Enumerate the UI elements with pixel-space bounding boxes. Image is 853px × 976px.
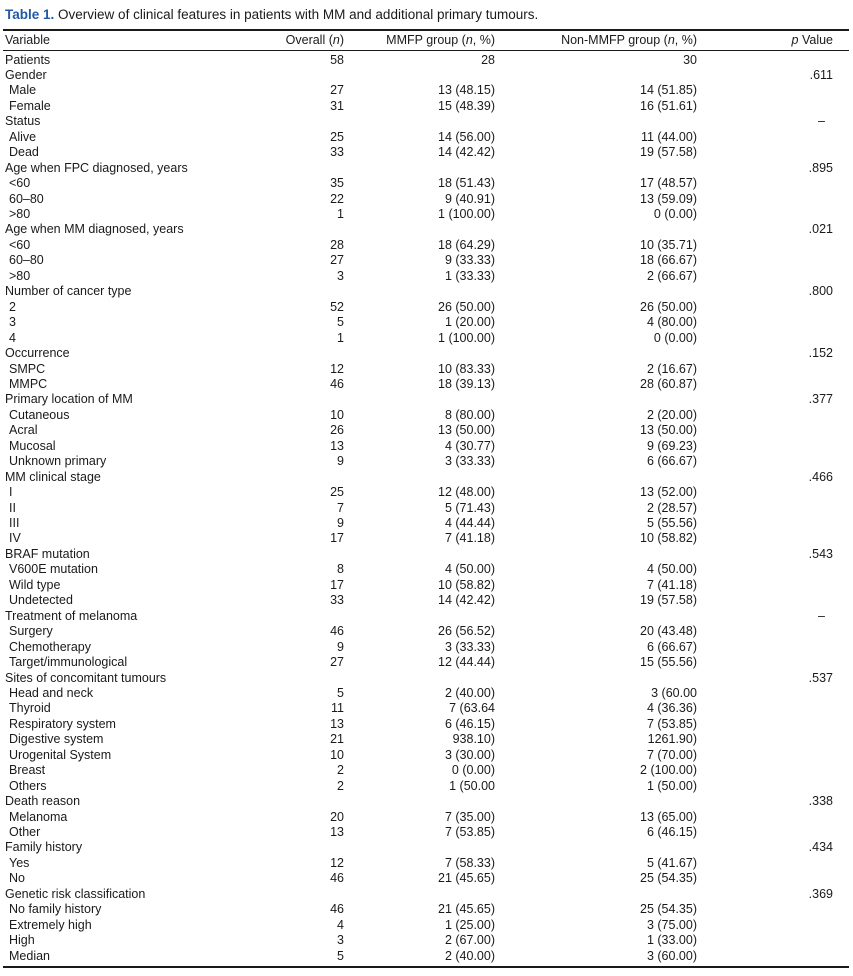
cell-mmfp: 1 (100.00) [438,330,495,345]
cell-overall: 2 [337,763,344,778]
table-row [0,485,853,500]
cell-non-mmfp: 2 (28.57) [646,500,697,515]
cell-variable: Number of cancer type [5,284,132,299]
cell-non-mmfp: 14 (51.85) [640,83,697,98]
cell-variable: Urogenital System [9,747,112,762]
cell-mmfp: 14 (42.42) [438,593,495,608]
table-row [0,346,853,361]
cell-non-mmfp: 10 (35.71) [640,237,697,252]
table-row [0,701,853,716]
cell-mmfp: 18 (51.43) [438,176,495,191]
cell-non-mmfp: 5 (41.67) [646,855,697,870]
cell-overall: 1 [337,330,344,345]
cell-overall: 12 [330,361,344,376]
cell-p-value: – [818,608,825,623]
cell-mmfp: 15 (48.39) [438,98,495,113]
cell-mmfp: 0 (0.00) [451,763,495,778]
cell-non-mmfp: 2 (66.67) [646,268,697,283]
cell-overall: 46 [330,902,344,917]
cell-variable: Undetected [9,593,73,608]
cell-variable: Unknown primary [9,454,107,469]
cell-p-value: .543 [808,546,833,561]
cell-variable: SMPC [9,361,46,376]
cell-variable: Treatment of melanoma [5,608,138,623]
table-row [0,748,853,763]
cell-overall: 35 [330,176,344,191]
cell-mmfp: 21 (45.65) [438,902,495,917]
table-row [0,810,853,825]
cell-non-mmfp: 9 (69.23) [646,438,697,453]
cell-overall: 3 [337,268,344,283]
cell-non-mmfp: 7 (70.00) [646,747,697,762]
cell-variable: 4 [9,330,16,345]
cell-variable: Yes [9,855,30,870]
cell-non-mmfp: 0 (0.00) [653,207,697,221]
cell-variable: Surgery [9,624,53,639]
cell-variable: Sites of concomitant tumours [5,670,167,685]
cell-variable: Dead [9,145,39,160]
cell-overall: 27 [330,655,344,670]
table-row [0,439,853,454]
cell-overall: 52 [330,299,344,314]
cell-non-mmfp: 0 (0.00) [653,330,697,345]
cell-mmfp: 14 (42.42) [438,145,495,160]
cell-mmfp: 4 (50.00) [444,562,495,577]
cell-non-mmfp: 13 (59.09) [640,191,697,206]
cell-mmfp: 5 (71.43) [444,500,495,515]
cell-mmfp: 1 (33.33) [444,268,495,283]
cell-p-value: .466 [808,469,833,484]
cell-overall: 13 [330,438,344,453]
cell-variable: Melanoma [9,809,68,824]
table-row [0,578,853,593]
cell-mmfp: 12 (44.44) [438,655,495,670]
top-rule [3,29,849,31]
cell-overall: 9 [337,516,344,530]
cell-variable: Acral [9,423,38,438]
cell-non-mmfp: 2 (16.67) [646,361,697,376]
table-row [0,269,853,284]
header-rule [3,50,849,51]
cell-variable: Others [9,778,47,793]
cell-overall: 27 [330,253,344,268]
table-row [0,516,853,531]
cell-p-value: .434 [808,840,833,855]
cell-variable: Female [9,98,51,113]
cell-mmfp: 3 (30.00) [444,747,495,762]
cell-mmfp: 13 (50.00) [438,423,495,438]
cell-overall: 5 [337,315,344,330]
cell-mmfp: 4 (30.77) [444,438,495,453]
cell-mmfp: 6 (46.15) [444,716,495,731]
table-row [0,593,853,608]
cell-overall: 46 [330,376,344,391]
cell-overall: 27 [330,83,344,98]
cell-variable: Thyroid [9,701,51,716]
table-row [0,362,853,377]
cell-overall: 22 [330,191,344,206]
cell-non-mmfp: 7 (53.85) [646,716,697,731]
cell-variable: IV [9,531,21,546]
cell-overall: 5 [337,948,344,963]
table-row [0,562,853,577]
cell-mmfp: 7 (41.18) [444,531,495,546]
cell-p-value: .369 [808,886,833,901]
cell-mmfp: 7 (63.64 [449,701,495,716]
table-row [0,655,853,670]
cell-overall: 13 [330,825,344,839]
cell-non-mmfp: 4 (50.00) [646,562,697,577]
cell-mmfp: 18 (39.13) [438,376,495,391]
cell-non-mmfp: 17 (48.57) [640,176,697,191]
cell-mmfp: 18 (64.29) [438,237,495,252]
cell-non-mmfp: 3 (75.00) [646,917,697,932]
cell-non-mmfp: 13 (50.00) [640,423,697,438]
table-row [0,253,853,268]
table-row [0,501,853,516]
table-row [0,825,853,840]
cell-p-value: .338 [808,794,833,809]
header-mmfp: MMFP group (n, %) [386,33,495,47]
table-row [0,222,853,237]
cell-variable: Age when MM diagnosed, years [5,222,184,237]
cell-overall: 26 [330,423,344,438]
table-row [0,331,853,346]
cell-mmfp: 26 (56.52) [438,624,495,639]
cell-variable: BRAF mutation [5,546,90,561]
table-row [0,161,853,176]
cell-variable: >80 [9,268,31,283]
cell-non-mmfp: 6 (66.67) [646,639,697,654]
table-caption [5,7,538,22]
cell-variable: II [9,500,16,515]
cell-non-mmfp: 3 (60.00 [651,685,697,700]
cell-overall: 20 [330,809,344,824]
table-row [0,902,853,917]
cell-non-mmfp: 16 (51.61) [640,98,697,113]
cell-variable: Primary location of MM [5,392,133,407]
cell-variable: I [9,485,13,500]
cell-non-mmfp: 1 (50.00) [646,778,697,793]
table-row [0,114,853,129]
cell-variable: >80 [9,207,31,221]
table-row [0,624,853,639]
cell-variable: Status [5,114,41,129]
cell-variable: Head and neck [9,685,94,700]
cell-mmfp: 9 (33.33) [444,253,495,268]
cell-mmfp: 8 (80.00) [444,407,495,422]
cell-mmfp: 13 (48.15) [438,83,495,98]
cell-p-value: .537 [808,670,833,685]
table-row [0,531,853,546]
table-row [0,763,853,778]
cell-variable: MMPC [9,376,48,391]
cell-overall: 1 [337,207,344,221]
table-row [0,68,853,83]
cell-mmfp: 21 (45.65) [438,871,495,886]
table-row [0,732,853,747]
cell-variable: III [9,516,20,530]
cell-non-mmfp: 13 (52.00) [640,485,697,500]
header-overall: Overall (n) [285,33,344,47]
cell-variable: Chemotherapy [9,639,91,654]
cell-variable: Family history [5,840,83,855]
cell-non-mmfp: 4 (36.36) [646,701,697,716]
cell-p-value: – [818,114,825,129]
table-row [0,856,853,871]
cell-variable: Occurrence [5,346,70,361]
table-row [0,83,853,98]
table-row [0,933,853,948]
cell-overall: 2 [337,778,344,793]
cell-mmfp: 9 (40.91) [444,191,495,206]
cell-p-value: .152 [808,346,833,361]
cell-variable: Other [9,825,41,839]
cell-non-mmfp: 15 (55.56) [640,655,697,670]
cell-variable: 60–80 [9,191,44,206]
cell-variable: V600E mutation [9,562,98,577]
cell-p-value: .021 [808,222,833,237]
table-row [0,408,853,423]
cell-mmfp: 7 (35.00) [444,809,495,824]
cell-mmfp: 2 (40.00) [444,948,495,963]
cell-overall: 7 [337,500,344,515]
cell-non-mmfp: 20 (43.48) [640,624,697,639]
cell-mmfp: 938.10) [452,732,495,747]
cell-non-mmfp: 1261.90) [647,732,697,747]
table-row [0,300,853,315]
table-title: Overview of clinical features in patients with MM and additional primary tumours. [58,7,539,22]
cell-non-mmfp: 25 (54.35) [640,902,697,917]
cell-overall: 46 [330,871,344,886]
cell-overall: 31 [330,98,344,113]
cell-non-mmfp: 30 [683,52,697,67]
cell-mmfp: 14 (56.00) [438,129,495,144]
cell-overall: 8 [337,562,344,577]
table-row [0,717,853,732]
cell-non-mmfp: 13 (65.00) [640,809,697,824]
cell-variable: Extremely high [9,917,92,932]
cell-overall: 28 [330,237,344,252]
cell-variable: Male [9,83,37,98]
table-row [0,145,853,160]
cell-overall: 17 [330,577,344,592]
cell-p-value: .611 [809,67,833,82]
cell-non-mmfp: 2 (20.00) [646,407,697,422]
cell-variable: Digestive system [9,732,104,747]
cell-overall: 25 [330,129,344,144]
cell-p-value: .377 [808,392,833,407]
cell-overall: 33 [330,145,344,160]
table-row [0,671,853,686]
table-row [0,377,853,392]
table-row [0,918,853,933]
table-row [0,238,853,253]
cell-mmfp: 4 (44.44) [444,516,495,530]
cell-variable: Mucosal [9,438,56,453]
cell-non-mmfp: 6 (46.15) [646,825,697,839]
cell-non-mmfp: 28 (60.87) [640,376,697,391]
cell-non-mmfp: 26 (50.00) [640,299,697,314]
bottom-rule [3,966,849,968]
cell-variable: Gender [5,67,47,82]
cell-overall: 25 [330,485,344,500]
cell-overall: 13 [330,716,344,731]
cell-non-mmfp: 4 (80.00) [646,315,697,330]
header-non-mmfp: Non-MMFP group (n, %) [561,33,697,47]
cell-mmfp: 3 (33.33) [444,454,495,469]
cell-overall: 3 [337,933,344,948]
cell-overall: 5 [337,685,344,700]
table-row [0,871,853,886]
cell-variable: MM clinical stage [5,469,101,484]
table-row [0,454,853,469]
table-row [0,130,853,145]
cell-non-mmfp: 19 (57.58) [640,593,697,608]
cell-variable: Age when FPC diagnosed, years [5,160,188,175]
cell-non-mmfp: 6 (66.67) [646,454,697,469]
cell-variable: Patients [5,52,51,67]
cell-overall: 11 [331,701,344,716]
cell-variable: Target/immunological [9,655,128,670]
cell-non-mmfp: 5 (55.56) [646,516,697,530]
cell-mmfp: 12 (48.00) [438,485,495,500]
cell-overall: 12 [330,855,344,870]
cell-mmfp: 3 (33.33) [444,639,495,654]
cell-mmfp: 1 (50.00 [449,778,495,793]
table-row [0,609,853,624]
table-row [0,284,853,299]
cell-variable: Genetic risk classification [5,886,146,901]
table-row [0,423,853,438]
cell-mmfp: 7 (58.33) [444,855,495,870]
table-row [0,686,853,701]
cell-overall: 4 [337,917,344,932]
cell-variable: Breast [9,763,46,778]
cell-variable: Median [9,948,50,963]
cell-non-mmfp: 10 (58.82) [640,531,697,546]
table-header [0,33,853,49]
cell-overall: 17 [330,531,344,546]
table-row [0,176,853,191]
table-row [0,794,853,809]
header-p-value: p Value [791,33,833,47]
cell-mmfp: 28 [481,52,495,67]
cell-overall: 10 [330,407,344,422]
cell-non-mmfp: 2 (100.00) [640,763,697,778]
cell-mmfp: 26 (50.00) [438,299,495,314]
cell-overall: 21 [330,732,344,747]
table-row [0,207,853,222]
cell-p-value: .800 [808,284,833,299]
table-row [0,470,853,485]
cell-overall: 9 [337,454,344,469]
table-row [0,640,853,655]
cell-non-mmfp: 11 (44.00) [640,129,697,144]
cell-mmfp: 10 (83.33) [438,361,495,376]
cell-variable: No family history [9,902,102,917]
cell-mmfp: 7 (53.85) [444,825,495,839]
cell-mmfp: 1 (25.00) [444,917,495,932]
cell-variable: High [9,933,35,948]
cell-non-mmfp: 18 (66.67) [640,253,697,268]
cell-variable: Respiratory system [9,716,116,731]
cell-non-mmfp: 19 (57.58) [640,145,697,160]
cell-variable: 3 [9,315,16,330]
table-row [0,192,853,207]
table-label: Table 1. [5,7,55,22]
cell-mmfp: 1 (100.00) [438,207,495,221]
cell-overall: 33 [330,593,344,608]
cell-mmfp: 2 (40.00) [444,685,495,700]
table-row [0,887,853,902]
cell-variable: Alive [9,129,37,144]
cell-variable: Wild type [9,577,61,592]
table-row [0,392,853,407]
cell-non-mmfp: 1 (33.00) [646,933,697,948]
cell-mmfp: 2 (67.00) [444,933,495,948]
table-row [0,949,853,964]
table-row [0,315,853,330]
cell-variable: Death reason [5,794,81,809]
cell-overall: 46 [330,624,344,639]
cell-overall: 58 [330,52,344,67]
cell-overall: 10 [330,747,344,762]
cell-mmfp: 10 (58.82) [438,577,495,592]
cell-variable: <60 [9,176,31,191]
table-row [0,840,853,855]
table-row [0,99,853,114]
cell-variable: 2 [9,299,16,314]
cell-variable: Cutaneous [9,407,70,422]
cell-overall: 9 [337,639,344,654]
cell-p-value: .895 [808,160,833,175]
header-variable: Variable [5,33,50,47]
table-row [0,547,853,562]
table-row [0,53,853,68]
cell-variable: No [9,871,25,886]
cell-non-mmfp: 7 (41.18) [646,577,697,592]
cell-non-mmfp: 3 (60.00) [646,948,697,963]
cell-non-mmfp: 25 (54.35) [640,871,697,886]
table-row [0,779,853,794]
cell-mmfp: 1 (20.00) [444,315,495,330]
cell-variable: <60 [9,237,31,252]
cell-variable: 60–80 [9,253,44,268]
